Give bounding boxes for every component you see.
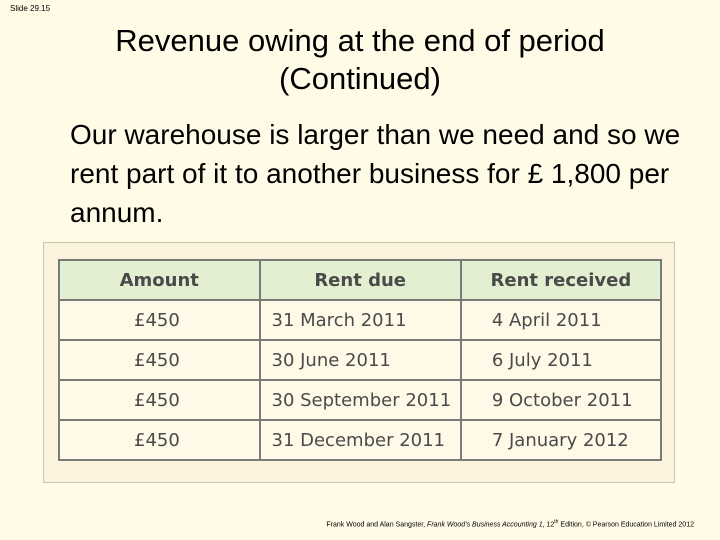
cell-rent-received: 9 October 2011 [461, 380, 661, 420]
table-row [59, 340, 661, 380]
table-row [59, 380, 661, 420]
cell-amount: £450 [59, 380, 260, 420]
rent-table [58, 259, 662, 461]
copyright-footer [326, 517, 694, 530]
cell-rent-due: 30 September 2011 [260, 380, 461, 420]
header-amount: Amount [59, 260, 260, 300]
cell-amount: £450 [59, 420, 260, 460]
cell-rent-received: 7 January 2012 [461, 420, 661, 460]
cell-rent-due: 31 December 2011 [260, 420, 461, 460]
footer-edition-suffix: Edition, © Pearson Education Limited 2012 [558, 521, 694, 529]
slide-number: Slide 29.15 [10, 4, 51, 13]
table-header-row [59, 260, 661, 300]
footer-book-title: Frank Wood’s Business Accounting 1 [427, 521, 543, 529]
title-line-2: (Continued) [279, 61, 441, 96]
slide-title [60, 22, 660, 98]
cell-amount: £450 [59, 340, 260, 380]
footer-edition-prefix: , 12 [542, 521, 555, 529]
cell-rent-due: 31 March 2011 [260, 300, 461, 340]
cell-amount: £450 [59, 300, 260, 340]
cell-rent-received: 6 July 2011 [461, 340, 661, 380]
header-rent-received: Rent received [461, 260, 661, 300]
table-row [59, 420, 661, 460]
table-row [59, 300, 661, 340]
footer-edition-sup: th [554, 519, 559, 525]
header-rent-due: Rent due [260, 260, 461, 300]
cell-rent-received: 4 April 2011 [461, 300, 661, 340]
footer-authors: Frank Wood and Alan Sangster, [326, 521, 428, 529]
title-line-1: Revenue owing at the end of period [115, 23, 605, 58]
body-paragraph: Our warehouse is larger than we need and so we rent part of it to another business for £ 1,800 per annum. [70, 119, 681, 228]
cell-rent-due: 30 June 2011 [260, 340, 461, 380]
rent-table-image [43, 242, 675, 483]
